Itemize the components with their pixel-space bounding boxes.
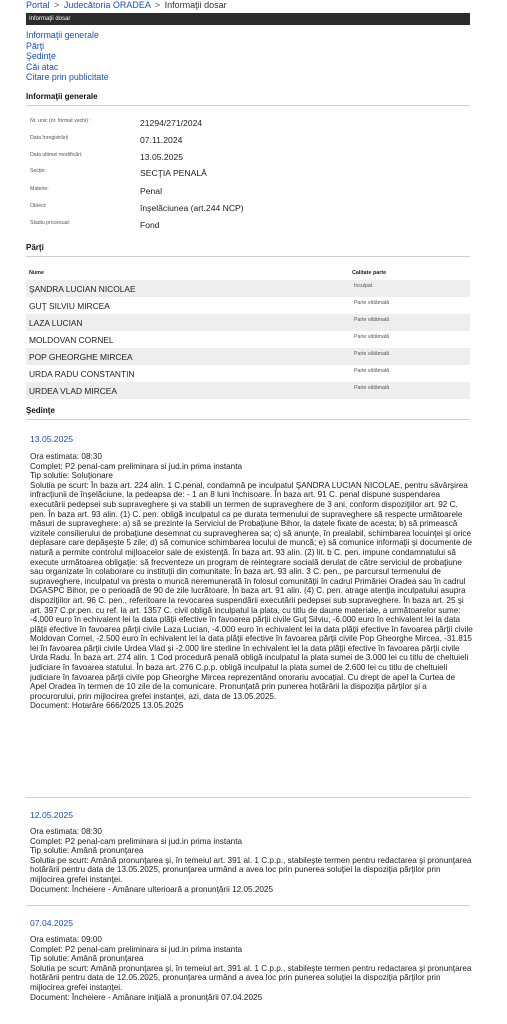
info-label: Nr. unic (nr. format vechi) : [30, 118, 91, 124]
anchor-informatii-generale[interactable]: Informaţii generale [26, 30, 99, 40]
sedinta-date: 13.05.2025 [30, 434, 74, 444]
sedinta-tip-solutie: Tip solutie: Soluţionare [30, 471, 113, 481]
anchor-sedinte[interactable]: Şedinţe [26, 51, 56, 61]
parti-name: GUŢ SILVIU MIRCEA [29, 301, 110, 311]
parti-row [26, 280, 470, 297]
info-row-data-inregistrarii [26, 135, 470, 153]
info-value: SECŢIA PENALĂ [140, 168, 207, 178]
sedinta-ora: Ora estimata: 08:30 [30, 827, 102, 836]
sedinta-ora: Ora estimata: 08:30 [30, 452, 102, 461]
info-value: înşelăciunea (art.244 NCP) [140, 203, 244, 213]
section-title-sedinte: Şedinţe [26, 406, 470, 420]
breadcrumb-separator: > [154, 0, 161, 10]
parti-role: Parte vătămată [354, 300, 390, 306]
parti-row [26, 348, 470, 365]
info-value: Fond [140, 220, 160, 230]
parti-role: Inculpat [354, 283, 373, 289]
info-value: Penal [140, 186, 162, 196]
parti-row [26, 331, 470, 348]
sedinta-details [30, 827, 473, 894]
page-title: Informaţii dosar [29, 16, 71, 22]
parti-name: URDA RADU CONSTANTIN [29, 369, 135, 379]
parti-col-calitate: Calitate parte [352, 270, 387, 276]
info-label: Data ultimei modificări: [30, 152, 83, 158]
parti-name: LAZA LUCIAN [29, 318, 83, 328]
section-title-parti: Părţi [26, 243, 470, 257]
parti-table-header [26, 268, 470, 278]
anchor-cai-atac[interactable]: Căi atac [26, 61, 59, 72]
info-row-stadiu-procesual [26, 220, 470, 238]
info-label: Materie: [30, 186, 49, 192]
section-anchor-links [26, 30, 109, 83]
sedinta-tip-solutie: Tip solutie: Amână pronunţarea [30, 846, 144, 856]
info-label: Obiect: [30, 203, 47, 209]
info-value: 21294/271/2024 [140, 118, 203, 128]
info-label: Data înregistrării [30, 135, 69, 141]
parti-role: Parte vătămată [354, 317, 390, 323]
parti-role: Parte vătămată [354, 368, 390, 374]
anchor-parti[interactable]: Părţi [26, 40, 45, 51]
breadcrumb-court-link[interactable]: Judecătoria ORADEA [63, 0, 151, 10]
parti-name: MOLDOVAN CORNEL [29, 335, 114, 345]
anchor-citare-publicitate[interactable]: Citare prin publicitate [26, 72, 109, 82]
breadcrumb [26, 0, 227, 11]
sedinta-ora: Ora estimata: 09:00 [30, 935, 102, 944]
breadcrumb-current: Informaţii dosar [164, 0, 227, 10]
sedinta-complet: Complet: P2 penal-cam preliminara si jud.in prima instanta [30, 461, 243, 471]
info-row-nr-unic [26, 118, 470, 136]
breadcrumb-separator: > [54, 0, 60, 10]
sedinta-date: 12.05.2025 [30, 810, 74, 820]
info-label: Secţie: [30, 168, 46, 174]
info-row-materie [26, 186, 470, 204]
info-row-obiect [26, 203, 470, 221]
parti-role: Parte vătămată [354, 385, 390, 391]
parti-col-nume: Nume [29, 270, 44, 276]
sedinta-document: Document: Hotarâre 666/2025 13.05.2025 [30, 701, 184, 711]
sedinta-separator [26, 797, 470, 798]
sedinta-details [30, 452, 473, 711]
info-label: Stadiu procesual: [30, 220, 71, 226]
sedinta-solutie: Solutia pe scurt: În baza art. 224 alin. 1 C.penal, condamnă pe inculpatul ŞANDRA LUCIAN NICOLAE, pentru săvârşirea infracţiunii de înşelăciune, la pedeapsa de: - 1 an 8 luni închisoare. În baza art. 91 C. penal dispune suspendarea executării pedepsei sub supraveghere şi va stabili un termen de supraveghere de 3 ani, conform dispoziţiilor art. 92 C. pen. În baza art. 93 alin. (1) C. pen. obligă inculpatul ca pe durata termenului de supraveghere să respecte următoarele măsuri de supraveghere: a) să se prezinte la Serviciul de Probaţiune Bihor, la datele fixate de acesta; b) să primească vizitele consilierului de probaţiune desemnat cu supravegherea sa; c) să anunţe, în prealabil, schimbarea locuinţei şi orice deplasare care depăşeşte 5 zile; d) să comunice schimbarea locului de muncă; e) să comunice informaţii şi documente de natură a permite controlul mijloacelor sale de existenţă. În baza art. 93 alin. (2) lit. b C. pen. impune condamnatului să execute următoarea obligaţie: să frecventeze un program de reintegrare socială derulat de către serviciul de probaţiune sau organizate în colaborare cu instituţii din comunitate. În baza art. 93 alin. 3 C. pen., pe parcursul termenului de supraveghere, inculpatul va presta o muncă neremunerată în folosul comunităţii în cadrul Primăriei Oradea sau în cadrul DGASPC Bihor, pe o perioadă de 90 de zile lucrătoare. În baza art. 91 alin. (4) C. pen. atrage atenţia inculpatului asupra dispoziţiilor art. 96 C. pen., referitoare la revocarea suspendării executării pedepsei sub supraveghere. În baza art. 25 şi art. 397 C.pr.pen. cu ref. la art. 1357 C. civil obligă inculpatul la plata, cu titlu de daune materiale, a următoarelor sume: -4.000 euro în echivalent lei la data plăţii efective în favoarea părţii civile Guţ Silviu, -6.000 euro în echivalent lei la data plăţii efective în favoarea părţii civile Laza Lucian, -4.000 euro în echivalent lei la data plăţii efective în favoarea părţii civile Moldovan Cornel, -2.500 euro în echivalent lei la data plăţii efective în favoarea părţii civile Pop Gheorghe Mircea, -31.815 lei în favoarea părţii civile Urdea Vlad şi -2.000 lire sterline în echivalent lei la data plăţii efective în favoarea părţii civile Urda Radu. În baza art. 274 alin. 1 Cod procedură penală obligă inculpatul la plata sumei de 3.000 lei cu titlu de cheltuieli judiciare în favoarea statului. În baza art. 276 C.p.p. obligă inculpatul la plata sumei de 2.600 lei cu titlu de cheltuieli judiciare în favoarea părţii civile pop Gheorghe Mircea reprezentând onorariu avocaţial. Cu drept de apel la Curtea de Apel Oradea în termen de 10 zile de la comunicare. Pronunţată prin punerea hotărârii la dispoziţia părţilor şi a procurorului, prin mijlocirea grefei instanţei, azi, data de 13.05.2025. [30, 480, 473, 701]
parti-row [26, 314, 470, 331]
page-title-bar [26, 13, 470, 25]
sedinta-complet: Complet: P2 penal-cam preliminara si jud.in prima instanta [30, 836, 243, 846]
sedinta-document: Document: Încheiere - Amânare iniţială a pronunţării 07.04.2025 [30, 992, 263, 1002]
sedinta-complet: Complet: P2 penal-cam preliminara si jud.in prima instanta [30, 944, 243, 954]
parti-name: URDEA VLAD MIRCEA [29, 386, 117, 396]
sedinta-tip-solutie: Tip solutie: Amână pronunţarea [30, 954, 144, 964]
parti-name: POP GHEORGHE MIRCEA [29, 352, 133, 362]
section-title-informatii-generale: Informaţii generale [26, 92, 470, 106]
sedinta-separator [26, 905, 470, 906]
sedinta-details [30, 935, 473, 1002]
parti-name: ŞANDRA LUCIAN NICOLAE [29, 284, 136, 294]
info-row-sectie [26, 168, 470, 186]
parti-row [26, 382, 470, 399]
sedinta-date: 07.04.2025 [30, 918, 74, 928]
parti-role: Parte vătămată [354, 351, 390, 357]
parti-row [26, 365, 470, 382]
sedinta-solutie: Solutia pe scurt: Amână pronunţarea şi, în temeiul art. 391 al. 1 C.p.p., stabileşte termen pentru redactarea şi pronunţarea hotărârii pentru data de 13.05.2025, pronunţarea urmând a avea loc prin punerea soluţiei la dispoziţia părţilor prin mijlocirea grefei instanţei. [30, 855, 472, 884]
breadcrumb-portal-link[interactable]: Portal [26, 0, 50, 10]
info-value: 13.05.2025 [140, 152, 184, 162]
info-value: 07.11.2024 [140, 135, 183, 145]
sedinta-solutie: Solutia pe scurt: Amână pronunţarea şi, în temeiul art. 391 al. 1 C.p.p., stabileşte termen pentru redactarea şi pronunţarea hotărârii pentru data de 12.05.2025, pronunţarea urmând a avea loc prin punerea soluţiei la dispoziţia părţilor prin mijlocirea grefei instanţei. [30, 963, 472, 992]
parti-row [26, 297, 470, 314]
parti-role: Parte vătămată [354, 334, 390, 340]
sedinta-document: Document: Încheiere - Amânare ulterioară a pronunţării 12.05.2025 [30, 884, 274, 894]
